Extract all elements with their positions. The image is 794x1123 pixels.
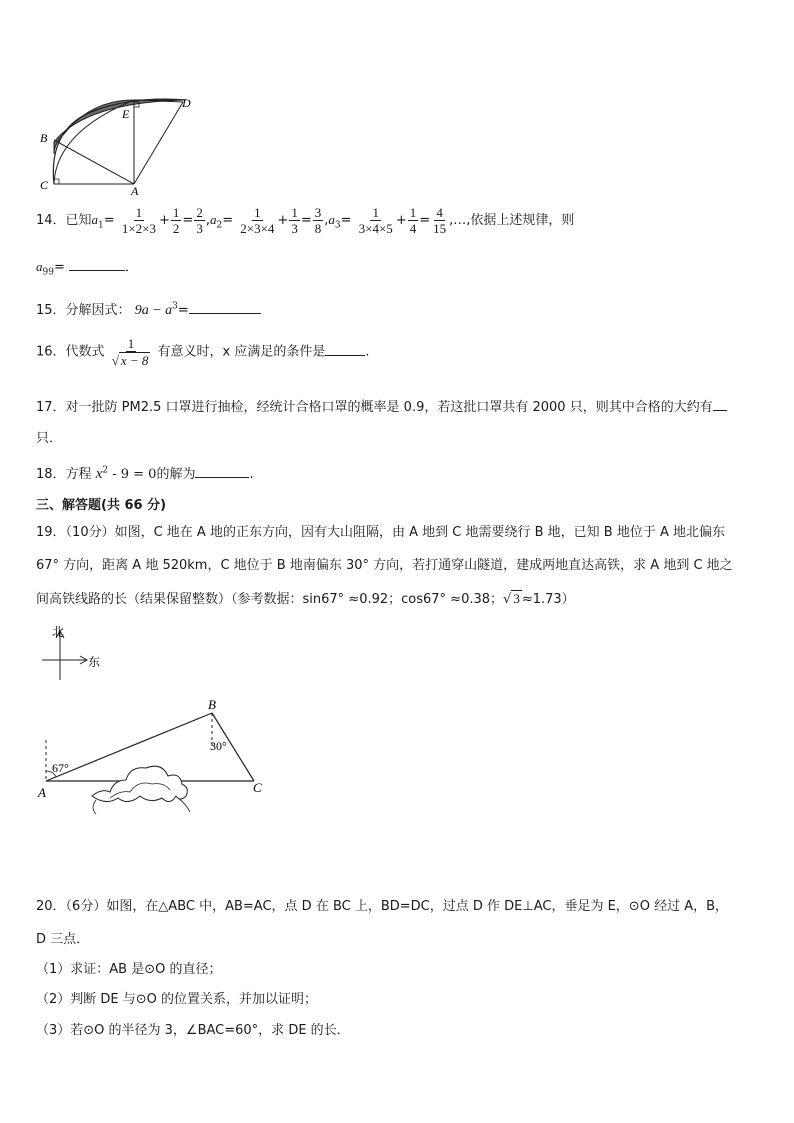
question-20-line2 — [36, 928, 89, 947]
question-17-line2 — [36, 427, 62, 446]
period: . — [249, 467, 254, 482]
q18-x: x — [95, 466, 103, 482]
question-15 — [36, 299, 261, 319]
eq-sign: = — [419, 213, 431, 228]
fraction — [289, 205, 300, 236]
q15-exp: 3 — [172, 301, 178, 312]
answer-blank[interactable] — [713, 398, 727, 411]
a99-sub: 99 — [42, 267, 54, 278]
frac-den: 4 — [409, 221, 417, 236]
angle-a: 67° — [52, 761, 69, 775]
frac-den: 3 — [196, 221, 203, 236]
frac-den: 2 — [172, 221, 180, 236]
section-title: 三、解答题(共 66 分) — [36, 498, 167, 513]
q15-expr: 9a − a — [134, 303, 173, 318]
label-b: B — [208, 697, 216, 712]
label-c: C — [40, 178, 49, 192]
eq-sign: = — [103, 213, 115, 228]
q17-line1: 17．对一批防 PM2.5 口罩进行抽检，经统计合格口罩的概率是 0.9，若这批口罩共有 2000 只，则其中合格的大约有 — [36, 400, 713, 415]
frac-num: 1 — [254, 205, 261, 220]
q20-part2: （2）判断 DE 与⊙O 的位置关系，并加以证明； — [36, 992, 318, 1007]
fraction — [194, 205, 205, 236]
question-16 — [36, 336, 369, 368]
angle-b: 30° — [210, 739, 227, 753]
frac-den: √ x − 8 — [111, 353, 149, 368]
east-label: 东 — [88, 655, 101, 669]
q18-rest: - 9 = 0的解为 — [108, 467, 196, 482]
question-20-part2 — [36, 988, 317, 1007]
question-number: 14．已知 — [36, 213, 92, 228]
answer-blank[interactable] — [195, 465, 249, 478]
frac-num: 1 — [172, 205, 180, 220]
frac-num: 1 — [409, 205, 417, 220]
label-b: B — [40, 131, 48, 145]
q20-part1: （1）求证：AB 是⊙O 的直径； — [36, 962, 222, 977]
plus-sign: + — [277, 213, 289, 228]
shaded-region — [54, 100, 186, 154]
fraction — [238, 205, 276, 236]
question-19-line3: 间高铁线路的长（结果保留整数）（参考数据：sin67° ≈0.92；cos67° ≈0.38；√ 3 ≈1.73） — [36, 591, 575, 607]
q19-line1: 19．（10分）如图，C 地在 A 地的正东方向，因有大山阻隔，由 A 地到 C 地需要绕行 B 地，已知 B 地位于 A 地北偏东 — [36, 525, 725, 540]
a3-var: a — [328, 212, 335, 227]
question-20-part1 — [36, 958, 221, 977]
frac-num: 2 — [196, 205, 203, 220]
fraction — [357, 205, 395, 236]
radicand: x − 8 — [120, 353, 149, 368]
arc-sector-figure — [36, 92, 206, 196]
frac-den: 8 — [314, 221, 322, 236]
frac-num: 1 — [291, 205, 298, 220]
question-20-part3 — [36, 1019, 350, 1038]
fraction — [171, 205, 182, 236]
eq-sign: = — [340, 213, 352, 228]
label-a: A — [131, 184, 139, 196]
frac-num: 1 — [127, 336, 135, 351]
fraction — [120, 205, 158, 236]
q18-pre: 18．方程 — [36, 467, 92, 482]
q14-tail: ,…,依据上述规律，则 — [449, 213, 575, 228]
q19-line2: 67° 方向，距离 A 地 520km，C 地位于 B 地南偏东 30° 方向，若打通穿山隧道，建成两地直达高铁，求 A 地到 C 地之 — [36, 558, 733, 573]
frac-den: 1×2×3 — [121, 221, 156, 236]
answer-blank[interactable] — [325, 343, 365, 356]
frac-num: 1 — [372, 205, 379, 220]
frac-den: 3×4×5 — [358, 221, 393, 236]
eq-sign: = — [53, 260, 65, 275]
q19-line3: 间高铁线路的长（结果保留整数）（参考数据：sin67° ≈0.92；cos67° ≈0.38； — [36, 592, 504, 607]
q16-pre: 16．代数式 — [36, 344, 105, 360]
period: . — [365, 344, 370, 360]
answer-blank[interactable] — [189, 301, 261, 314]
fraction — [408, 205, 419, 236]
question-18 — [36, 463, 254, 483]
plus-sign: + — [159, 213, 170, 228]
eq-sign: = — [222, 213, 234, 228]
frac-num: 4 — [436, 205, 443, 220]
q19-line3-end: ≈1.73） — [521, 592, 575, 607]
a1-sub: 1 — [98, 220, 104, 231]
question-17 — [36, 396, 727, 415]
question-20-line1 — [36, 895, 728, 914]
frac-num: 3 — [314, 205, 322, 220]
a1-var: a — [91, 212, 99, 227]
a2-sub: 2 — [216, 220, 223, 231]
a2-var: a — [209, 212, 217, 227]
radical-fraction — [110, 336, 153, 368]
question-14-answer — [36, 256, 138, 278]
route-figure — [30, 620, 280, 820]
fraction — [431, 205, 448, 236]
label-e: E — [122, 107, 130, 121]
eq-sign: = — [300, 213, 312, 228]
question-19-line2 — [36, 554, 733, 573]
label-c: C — [253, 780, 262, 795]
q20-line2: D 三点． — [36, 932, 90, 947]
sqrt-value: 3 — [513, 591, 520, 606]
q20-part3: （3）若⊙O 的半径为 3，∠BAC=60°，求 DE 的长． — [36, 1023, 350, 1038]
label-a: A — [38, 785, 46, 800]
q20-line1: 20．（6分）如图，在△ABC 中，AB=AC，点 D 在 BC 上，BD=DC，过点 D 作 DE⊥AC，垂足为 E，⊙O 经过 A，B， — [36, 899, 729, 914]
question-14: 14．已知$a_1=$ $\frac{1}{1\times 2\times 3}$ + $\frac{1}{2}$ = $\frac{2}{3}$ $,a_2=$ $\frac{1}{2\times 3\times 4}$ + $\frac{1}{3}$ = $\frac{3}{8}$ $,a_3=$ $\frac{1}{3\times 4\times 5}$ + $\frac{1}{4}$ = $\frac{4}{15}$ ,…,依据上述规律，则 — [36, 205, 575, 236]
frac-den: 15 — [433, 221, 447, 236]
north-label: 北 — [52, 625, 65, 639]
question-19-line1 — [36, 521, 725, 540]
frac-num: 1 — [135, 205, 143, 220]
a3-sub: 3 — [334, 220, 341, 231]
frac-den: 3 — [291, 221, 298, 236]
answer-blank[interactable] — [69, 258, 125, 271]
q16-post: 有意义时，x 应满足的条件是 — [157, 344, 326, 360]
q17-line2: 只． — [36, 431, 63, 446]
a99-var: a — [36, 259, 43, 274]
q15-text: 15．分解因式： — [36, 303, 131, 318]
outer-arc — [53, 99, 186, 184]
eq-sign: = — [182, 213, 194, 228]
frac-den: 2×3×4 — [240, 221, 275, 236]
section-heading — [36, 494, 166, 513]
eq-sign: = — [177, 303, 189, 318]
label-d: D — [182, 96, 191, 110]
q18-exp: 2 — [102, 465, 109, 476]
period: ． — [125, 260, 139, 275]
fraction — [313, 205, 324, 236]
plus-sign: + — [395, 213, 407, 228]
